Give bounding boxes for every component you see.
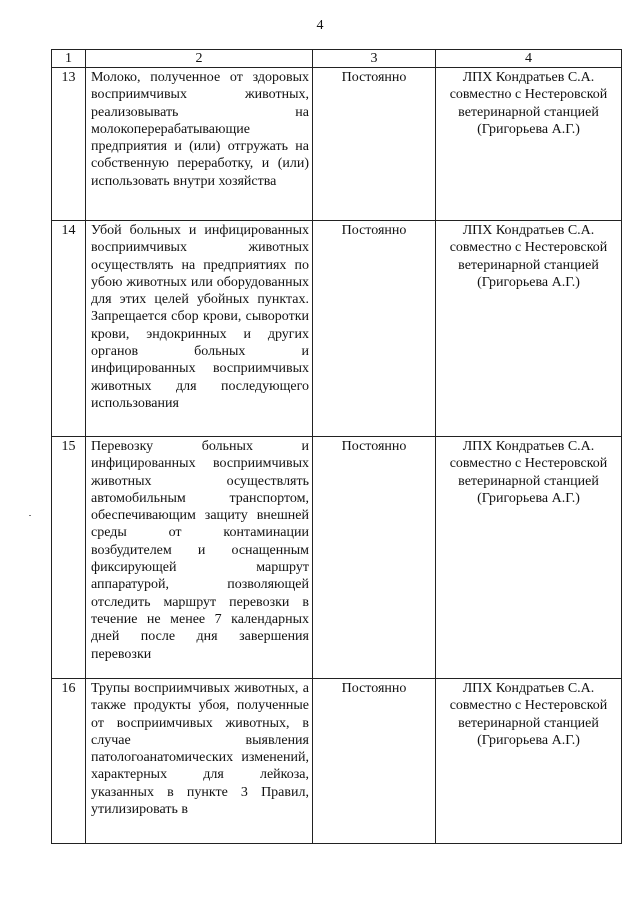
measure-term: Постоянно: [313, 221, 436, 437]
responsible-party: ЛПХ Кондратьев С.А. совместно с Нестеровской ветеринарной станцией (Григорьева А.Г.): [436, 679, 622, 844]
measures-table: [51, 49, 622, 844]
measure-description: Перевозку больных и инфицированных восприимчивых животных осуществлять автомобильным транспортом, обеспечивающим защиту внешней среды от контаминации возбудителем и оснащенным фиксирующей маршрут аппаратурой, позволяющей отследить маршрут перевозки в течение не менее 7 календарных дней после дня завершения перевозки: [86, 437, 313, 679]
row-number: 13: [52, 68, 86, 221]
measure-description: [86, 679, 313, 844]
measure-term: Постоянно: [313, 679, 436, 844]
column-header-4: 4: [436, 50, 622, 68]
table-row: [52, 68, 622, 221]
measure-term: Постоянно: [313, 68, 436, 221]
responsible-party: ЛПХ Кондратьев С.А. совместно с Нестеровской ветеринарной станцией (Григорьева А.Г.): [436, 437, 622, 679]
column-header-1: 1: [52, 50, 86, 68]
measure-description: Убой больных и инфицированных восприимчивых животных осуществлять на предприятиях по убою животных или оборудованных для этих целей убойных пунктах. Запрещается сбор крови, сыворотки крови, эндокринных и других органов больных и инфицированных восприимчивых животных для последующего использования: [86, 221, 313, 437]
measure-description-text: Трупы восприимчивых животных, а также продукты убоя, полученные от восприимчивых животных, в случае выявления патологоанатомических изменений, характерных для лейкоза, указанных в пункте 3 Правил, утилизировать в: [91, 681, 309, 818]
column-header-3: 3: [313, 50, 436, 68]
row-number: 15: [52, 437, 86, 679]
row-number: 16: [52, 679, 86, 844]
table-row: [52, 679, 622, 844]
table-row: [52, 437, 622, 679]
table-header-row: [52, 50, 622, 68]
responsible-party: ЛПХ Кондратьев С.А. совместно с Нестеровской ветеринарной станцией (Григорьева А.Г.): [436, 221, 622, 437]
measure-description: Молоко, полученное от здоровых восприимчивых животных, реализовывать на молокоперерабатывающие предприятия и (или) отгружать на собственную переработку, и (или) использовать внутри хозяйства: [86, 68, 313, 221]
scan-speck: [29, 515, 31, 516]
page-number: 4: [316, 18, 324, 33]
measure-term: Постоянно: [313, 437, 436, 679]
responsible-party: ЛПХ Кондратьев С.А. совместно с Нестеровской ветеринарной станцией (Григорьева А.Г.): [436, 68, 622, 221]
table-row: [52, 221, 622, 437]
row-number: 14: [52, 221, 86, 437]
column-header-2: 2: [86, 50, 313, 68]
